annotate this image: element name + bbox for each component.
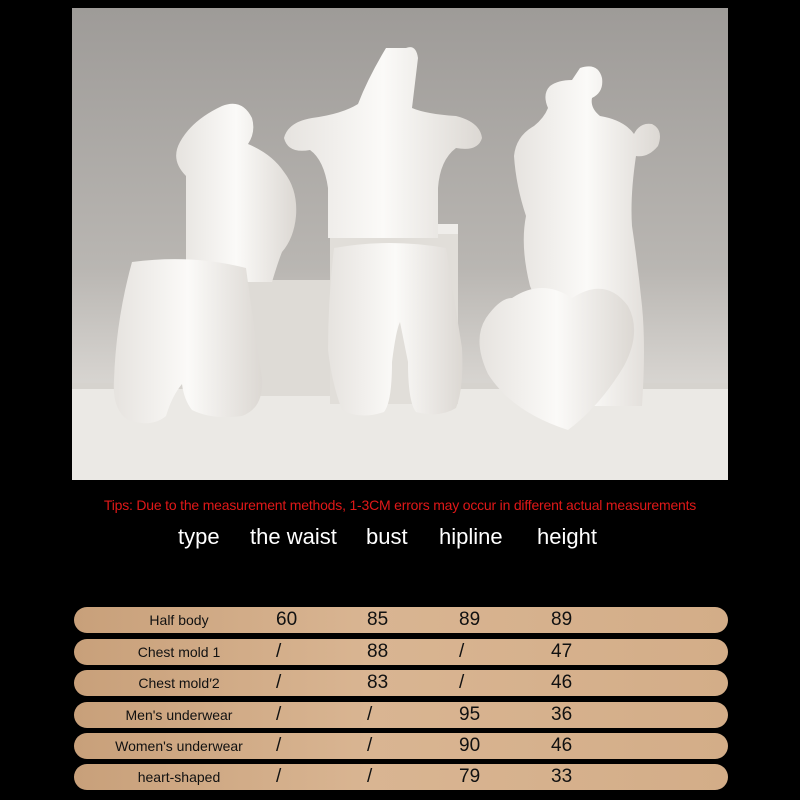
row-bust: 85 xyxy=(367,609,389,630)
row-height: 36 xyxy=(551,704,573,725)
mens-underwear-mannequin xyxy=(114,259,262,423)
row-type: Half body xyxy=(149,612,209,628)
product-photo xyxy=(72,8,728,480)
row-type: heart-shaped xyxy=(137,769,221,785)
row-bust: / xyxy=(367,766,373,787)
row-type: Chest mold 1 xyxy=(137,644,221,660)
header-hipline: hipline xyxy=(439,524,503,549)
row-height: 46 xyxy=(551,735,573,756)
row-waist: / xyxy=(276,766,282,787)
chest-mold-1 xyxy=(284,47,482,238)
chest-mold-2 xyxy=(176,104,296,282)
row-hipline: 89 xyxy=(459,609,481,630)
row-waist: / xyxy=(276,704,282,725)
header-height: height xyxy=(537,524,597,549)
table-row xyxy=(74,607,728,633)
table-row xyxy=(74,764,728,790)
row-bust: / xyxy=(367,704,373,725)
row-type: Chest mold′2 xyxy=(138,675,220,691)
table-row xyxy=(74,639,728,665)
row-bust: 83 xyxy=(367,672,389,693)
table-header xyxy=(0,524,800,554)
row-type: Men's underwear xyxy=(125,707,233,723)
row-type: Women's underwear xyxy=(115,738,243,754)
row-height: 33 xyxy=(551,766,573,787)
row-waist: / xyxy=(276,641,282,662)
header-waist: the waist xyxy=(250,524,337,549)
row-height: 89 xyxy=(551,609,573,630)
table-row xyxy=(74,670,728,696)
row-hipline: 90 xyxy=(459,735,481,756)
row-hipline: / xyxy=(459,672,465,693)
row-hipline: / xyxy=(459,641,465,662)
header-bust: bust xyxy=(366,524,408,549)
row-height: 46 xyxy=(551,672,573,693)
row-height: 47 xyxy=(551,641,573,662)
header-type: type xyxy=(178,524,220,549)
row-waist: / xyxy=(276,735,282,756)
row-waist: / xyxy=(276,672,282,693)
row-bust: / xyxy=(367,735,373,756)
row-hipline: 95 xyxy=(459,704,481,725)
mannequins-illustration xyxy=(72,8,728,480)
table-row xyxy=(74,702,728,728)
row-hipline: 79 xyxy=(459,766,481,787)
table-row xyxy=(74,733,728,759)
row-waist: 60 xyxy=(276,609,298,630)
measurement-tip: Tips: Due to the measurement methods, 1-3CM errors may occur in different actual measurements xyxy=(103,497,697,513)
row-bust: 88 xyxy=(367,641,389,662)
